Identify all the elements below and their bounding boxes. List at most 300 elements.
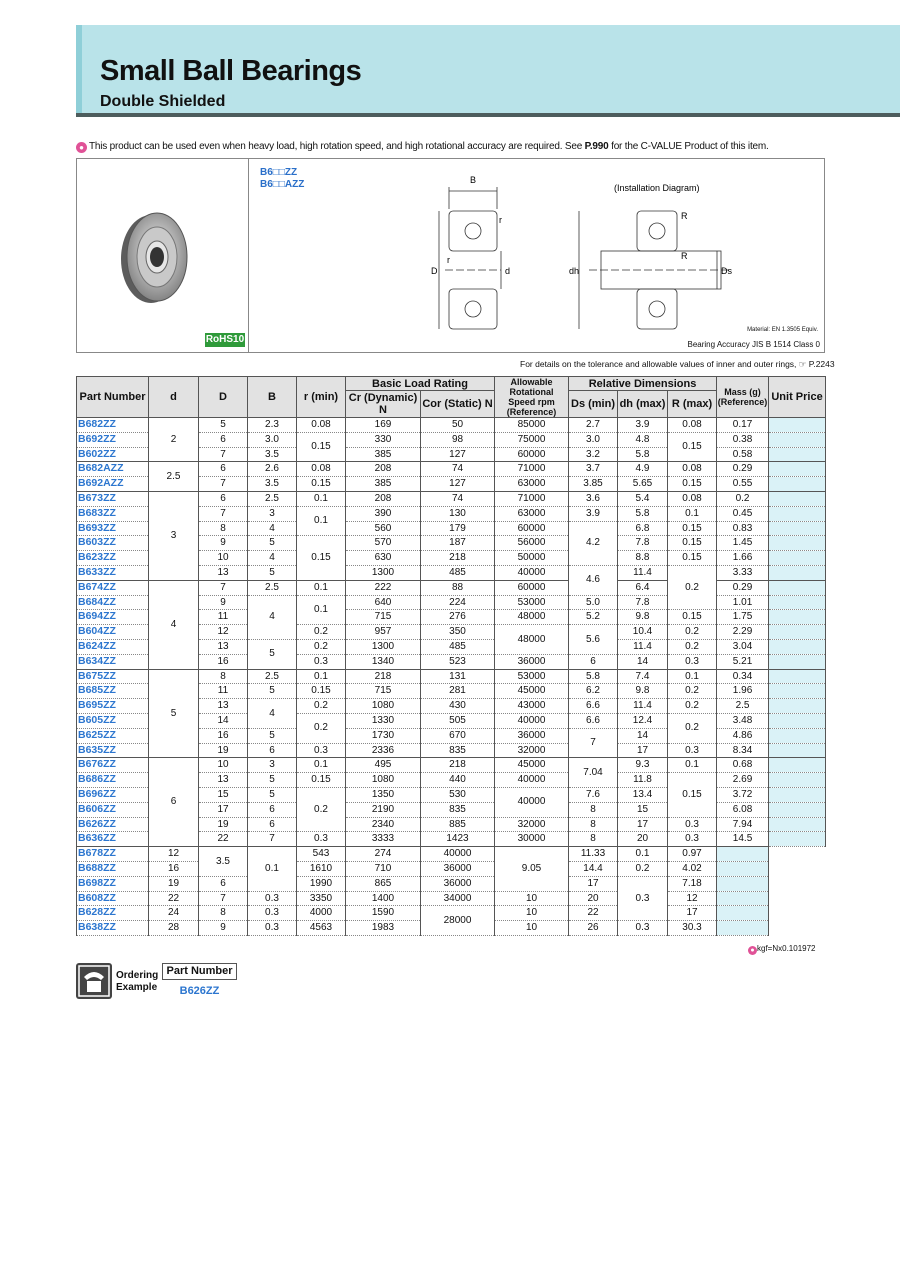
cell-r-min: 0.3 [297,743,346,758]
cell-unit-price[interactable] [769,684,826,699]
cell-R-max: 0.15 [668,432,717,462]
install-diagram-label: (Installation Diagram) [614,183,700,193]
cell-outer-D: 8 [199,669,248,684]
cell-unit-price[interactable] [769,565,826,580]
table-row [77,891,826,906]
cell-unit-price[interactable] [769,506,826,521]
cell-part-number[interactable]: B633ZZ [77,565,149,580]
cell-cor-static: 50 [421,418,495,433]
cell-unit-price[interactable] [769,817,826,832]
cell-ds: 4.6 [569,565,618,595]
cell-dh: 11.4 [618,565,668,580]
cell-mass: 1.75 [717,610,769,625]
cell-part-number[interactable]: B678ZZ [77,847,149,862]
cell-mass: 6.08 [717,802,769,817]
cell-part-number[interactable]: B625ZZ [77,728,149,743]
cell-R-max: 0.1 [668,506,717,521]
cell-dh: 14 [618,728,668,743]
cell-unit-price[interactable] [769,669,826,684]
cell-part-number[interactable]: B634ZZ [77,654,149,669]
cell-unit-price[interactable] [717,847,769,862]
cell-width-B: 8 [199,906,248,921]
cell-unit-price[interactable] [769,462,826,477]
cell-unit-price[interactable] [769,447,826,462]
cell-outer-D: 14 [199,713,248,728]
cell-speed: 53000 [495,669,569,684]
cell-outer-D: 7 [199,580,248,595]
cell-ds: 10 [495,906,569,921]
cell-R-max: 0.15 [668,521,717,536]
cell-R-max: 0.1 [618,847,668,862]
cell-speed: 85000 [495,418,569,433]
header-D: D [199,377,248,418]
cell-R-max: 0.08 [668,491,717,506]
cell-cr-dynamic: 169 [346,418,421,433]
cell-part-number[interactable]: B693ZZ [77,521,149,536]
cell-part-number[interactable]: B676ZZ [77,758,149,773]
tolerance-note: For details on the tolerance and allowable values of inner and outer rings, ☞ P.2243 [520,359,835,369]
cell-unit-price[interactable] [769,610,826,625]
cell-unit-price[interactable] [769,491,826,506]
table-row [77,418,826,433]
cell-cr-dynamic: 957 [346,625,421,640]
cell-outer-D: 16 [149,861,199,876]
cell-speed: 40000 [421,847,495,862]
cell-unit-price[interactable] [769,773,826,788]
cell-cr-dynamic: 218 [346,669,421,684]
cell-part-number[interactable]: B606ZZ [77,802,149,817]
cell-ds: 3.2 [569,447,618,462]
material-note: Material: EN 1.3505 Equiv. [747,327,818,333]
header-r: r (min) [297,377,346,418]
cell-speed: 43000 [495,699,569,714]
cell-unit-price[interactable] [769,654,826,669]
cell-cr-dynamic: 640 [346,595,421,610]
dim-label-r: r [447,255,450,265]
cell-cor-static: 670 [421,728,495,743]
cell-part-number[interactable]: B698ZZ [77,876,149,891]
cell-cor-static: 281 [421,684,495,699]
cell-unit-price[interactable] [769,432,826,447]
cell-r-min: 0.3 [297,832,346,847]
cell-d: 6 [149,758,199,847]
cell-mass: 30.3 [668,921,717,936]
cell-mass: 1.01 [717,595,769,610]
cell-R-max: 0.15 [668,610,717,625]
cell-cor-static: 218 [421,758,495,773]
cell-unit-price[interactable] [769,699,826,714]
cell-R-max: 0.3 [618,921,668,936]
cell-dh: 7.8 [618,536,668,551]
point-icon: ● [76,142,87,153]
cell-part-number[interactable]: B682ZZ [77,418,149,433]
dim-label-D: D [431,266,438,276]
cell-outer-D: 13 [199,639,248,654]
cell-cor-static: 350 [421,625,495,640]
header-speed: Allowable Rotational Speed rpm (Reference) [495,377,569,418]
header-cor: Cor (Static) N [421,391,495,418]
cell-part-number[interactable]: B696ZZ [77,787,149,802]
cell-outer-D: 13 [199,699,248,714]
cell-part-number[interactable]: B692ZZ [77,432,149,447]
cell-cor-static: 885 [421,817,495,832]
cell-unit-price[interactable] [769,639,826,654]
cell-dh: 10.4 [618,625,668,640]
cell-part-number[interactable]: B688ZZ [77,861,149,876]
cell-outer-D: 15 [199,787,248,802]
cell-d: 2.5 [149,462,199,492]
cell-dh: 7.4 [618,669,668,684]
cell-part-number[interactable]: B684ZZ [77,595,149,610]
cell-width-B: 9 [199,921,248,936]
cell-unit-price[interactable] [769,787,826,802]
cell-r-min: 0.1 [297,506,346,536]
cell-mass: 2.5 [717,699,769,714]
cell-cr-dynamic: 2340 [346,817,421,832]
cell-r-min: 0.1 [248,847,297,891]
cell-cr-dynamic: 1990 [297,876,346,891]
cell-unit-price[interactable] [769,728,826,743]
cell-width-B: 2.3 [248,418,297,433]
cell-part-number[interactable]: B608ZZ [77,891,149,906]
dimension-diagram [249,159,825,352]
cell-mass: 7.94 [717,817,769,832]
cell-unit-price[interactable] [769,521,826,536]
cell-outer-D: 5 [199,418,248,433]
cell-part-number[interactable]: B605ZZ [77,713,149,728]
cell-mass: 0.38 [717,432,769,447]
cell-mass: 0.45 [717,506,769,521]
cell-part-number[interactable]: B628ZZ [77,906,149,921]
cell-cr-dynamic: 1340 [346,654,421,669]
cell-unit-price[interactable] [769,625,826,640]
bearing-photo-icon [77,159,249,352]
cell-r-min: 0.3 [297,654,346,669]
cell-cor-static: 523 [421,654,495,669]
cell-dh: 13.4 [618,787,668,802]
cell-ds: 6.2 [569,684,618,699]
cell-mass: 17 [668,906,717,921]
cell-part-number[interactable]: B674ZZ [77,580,149,595]
cell-width-B: 6 [248,817,297,832]
cell-ds: 8 [569,802,618,817]
cell-ds: 7 [569,728,618,758]
cell-ds: 5.6 [569,625,618,655]
cell-r-min: 0.1 [297,595,346,625]
cell-cr-dynamic: 1300 [346,639,421,654]
cell-mass: 0.29 [717,580,769,595]
spec-table-body [77,418,826,936]
cell-outer-D: 12 [149,847,199,862]
product-note [76,141,816,153]
cell-mass: 8.34 [717,743,769,758]
cell-cr-dynamic: 543 [297,847,346,862]
cell-width-B: 7 [248,832,297,847]
cell-ds: 3.0 [569,432,618,447]
cell-cr-dynamic: 560 [346,521,421,536]
cell-cr-dynamic: 570 [346,536,421,551]
cell-part-number[interactable]: B635ZZ [77,743,149,758]
cell-cor-static: 127 [421,477,495,492]
header-d: d [149,377,199,418]
cell-unit-price[interactable] [769,536,826,551]
cell-R-max: 0.3 [668,743,717,758]
header-cr: Cr (Dynamic) N [346,391,421,418]
cell-width-B: 3.5 [199,847,248,877]
cell-cor-static: 88 [421,580,495,595]
cell-speed: 71000 [495,491,569,506]
cell-cr-dynamic: 1080 [346,773,421,788]
cell-dh: 20 [569,891,618,906]
accuracy-note: Bearing Accuracy JIS B 1514 Class 0 [687,340,820,349]
dim-label-d: d [505,266,511,276]
cell-ds: 8 [569,832,618,847]
cell-cor-static: 127 [421,447,495,462]
cell-mass: 0.68 [717,758,769,773]
cell-dh: 26 [569,921,618,936]
cell-width-B: 5 [248,536,297,551]
cell-r-min: 0.2 [297,699,346,714]
cell-mass: 2.69 [717,773,769,788]
cell-cor-static: 835 [421,802,495,817]
cell-ds: 8 [569,817,618,832]
cell-mass: 1.96 [717,684,769,699]
cell-part-number[interactable]: B683ZZ [77,506,149,521]
cell-width-B: 7 [199,891,248,906]
cell-cr-dynamic: 2190 [346,802,421,817]
cell-speed: 36000 [421,861,495,876]
rohs-badge: RoHS10 [205,334,245,345]
cell-cor-static: 440 [421,773,495,788]
kgf-text: kgf=Nx0.101972 [757,944,816,953]
cell-ds: 3.6 [569,491,618,506]
cell-part-number[interactable]: B602ZZ [77,447,149,462]
cell-cr-dynamic: 330 [346,432,421,447]
cell-cor-static: 505 [421,713,495,728]
cell-r-min: 0.08 [297,418,346,433]
cell-dh: 14.4 [569,861,618,876]
cell-speed: 45000 [495,758,569,773]
cell-speed: 63000 [495,477,569,492]
cell-unit-price[interactable] [769,580,826,595]
cell-part-number[interactable]: B673ZZ [77,491,149,506]
cell-ds: 2.7 [569,418,618,433]
cell-part-number[interactable]: B638ZZ [77,921,149,936]
cell-width-B: 4 [248,521,297,536]
cell-outer-D: 16 [199,654,248,669]
cell-dh: 14 [618,654,668,669]
cell-mass: 0.2 [717,491,769,506]
cell-unit-price[interactable] [717,906,769,921]
cell-r-min: 0.1 [297,758,346,773]
cell-cr-dynamic: 630 [346,551,421,566]
cell-dh: 6.4 [618,580,668,595]
cell-cr-dynamic: 4563 [297,921,346,936]
cell-width-B: 6 [248,802,297,817]
cell-mass: 7.18 [668,876,717,891]
cell-outer-D: 19 [199,743,248,758]
cell-part-number[interactable]: B695ZZ [77,699,149,714]
cell-R-max: 0.15 [668,477,717,492]
cell-R-max: 0.08 [668,418,717,433]
cell-unit-price[interactable] [769,758,826,773]
note-page-ref[interactable]: P.990 [584,141,609,152]
cell-ds: 9.05 [495,847,569,891]
cell-width-B: 6 [248,743,297,758]
cell-part-number[interactable]: B623ZZ [77,551,149,566]
ordering-label-line2: Example [116,982,158,993]
header-unit-price: Unit Price [769,377,826,418]
cell-unit-price[interactable] [769,743,826,758]
cell-width-B: 5 [248,565,297,580]
cell-R-max: 0.3 [668,832,717,847]
cell-mass: 4.86 [717,728,769,743]
ordering-label [116,970,158,994]
cell-outer-D: 9 [199,595,248,610]
cell-unit-price[interactable] [769,832,826,847]
table-row [77,758,826,773]
cell-d: 5 [149,669,199,758]
cell-unit-price[interactable] [769,802,826,817]
cell-cor-static: 530 [421,787,495,802]
cell-part-number[interactable]: B675ZZ [77,669,149,684]
cell-cor-static: 74 [421,462,495,477]
cell-cr-dynamic: 2336 [346,743,421,758]
cell-unit-price[interactable] [769,551,826,566]
cell-r-min: 0.2 [297,787,346,831]
cell-cor-static: 1423 [421,832,495,847]
cell-dh: 3.9 [618,418,668,433]
cell-cor-static: 187 [421,536,495,551]
cell-ds: 10 [495,921,569,936]
cell-mass: 2.29 [717,625,769,640]
cell-width-B: 3 [248,506,297,521]
table-row [77,491,826,506]
cell-mass: 12 [668,891,717,906]
cell-part-number[interactable]: B626ZZ [77,817,149,832]
cell-outer-D: 13 [199,565,248,580]
cell-R-max: 0.08 [668,462,717,477]
cell-outer-D: 22 [149,891,199,906]
cell-ds: 3.9 [569,506,618,521]
cell-outer-D: 10 [199,551,248,566]
cell-mass: 0.58 [717,447,769,462]
cell-mass: 4.02 [668,861,717,876]
dim-label-R: R [681,211,688,221]
cell-d: 4 [149,580,199,669]
cell-speed: 75000 [495,432,569,447]
cell-R-max: 0.15 [668,773,717,817]
cell-speed: 28000 [421,906,495,936]
cell-cr-dynamic: 715 [346,684,421,699]
cell-outer-D: 12 [199,625,248,640]
dim-label-R: R [681,251,688,261]
cell-part-number[interactable]: B636ZZ [77,832,149,847]
cell-width-B: 3 [248,758,297,773]
cell-width-B: 4 [248,551,297,566]
cell-ds: 3.85 [569,477,618,492]
cell-unit-price[interactable] [717,891,769,906]
cell-outer-D: 11 [199,610,248,625]
cell-mass: 0.17 [717,418,769,433]
cell-ds: 4.2 [569,521,618,565]
cell-unit-price[interactable] [717,861,769,876]
cell-unit-price[interactable] [769,418,826,433]
cell-speed: 40000 [495,773,569,788]
cell-speed: 40000 [495,787,569,817]
cell-unit-price[interactable] [769,713,826,728]
table-row [77,906,826,921]
cell-width-B: 3.5 [248,447,297,462]
cell-part-number[interactable]: B624ZZ [77,639,149,654]
cell-unit-price[interactable] [769,595,826,610]
header-basic-load: Basic Load Rating [346,377,495,391]
cell-cor-static: 98 [421,432,495,447]
cell-speed: 53000 [495,595,569,610]
cell-speed: 36000 [421,876,495,891]
cell-cor-static: 430 [421,699,495,714]
cell-outer-D: 22 [199,832,248,847]
cell-width-B: 4 [248,595,297,639]
dim-label-B: B [470,175,477,185]
cell-speed: 40000 [495,565,569,580]
cell-mass: 0.55 [717,477,769,492]
cell-width-B: 3.5 [248,477,297,492]
cell-part-number[interactable]: B685ZZ [77,684,149,699]
cell-part-number[interactable]: B682AZZ [77,462,149,477]
cell-width-B: 2.6 [248,462,297,477]
cell-cr-dynamic: 3350 [297,891,346,906]
cell-width-B: 2.5 [248,669,297,684]
cell-width-B: 2.5 [248,580,297,595]
cell-part-number[interactable]: B603ZZ [77,536,149,551]
cell-mass: 0.34 [717,669,769,684]
cell-speed: 32000 [495,743,569,758]
cell-cr-dynamic: 222 [346,580,421,595]
cell-part-number[interactable]: B686ZZ [77,773,149,788]
cell-cor-static: 485 [421,639,495,654]
cell-r-min: 0.15 [297,477,346,492]
ordering-part-number-value: B626ZZ [179,985,220,997]
cell-r-min: 0.2 [297,639,346,654]
cell-cr-dynamic: 208 [346,462,421,477]
cell-unit-price[interactable] [717,876,769,891]
cell-dh: 20 [618,832,668,847]
cell-unit-price[interactable] [769,477,826,492]
cell-width-B: 5 [248,684,297,699]
cell-part-number[interactable]: B692AZZ [77,477,149,492]
cell-dh: 5.4 [618,491,668,506]
cell-cor-static: 274 [346,847,421,862]
cell-dh: 9.3 [618,758,668,773]
cell-outer-D: 9 [199,536,248,551]
cell-R-max: 0.2 [668,684,717,699]
cell-dh: 17 [569,876,618,891]
cell-cr-dynamic: 1730 [346,728,421,743]
cell-unit-price[interactable] [717,921,769,936]
note-prefix: This product can be used even when heavy load, high rotation speed, and high rotational accuracy are required. See [89,141,585,152]
cell-r-min: 0.15 [297,432,346,462]
cell-cor-static: 74 [421,491,495,506]
cell-r-min: 0.15 [297,773,346,788]
cell-part-number[interactable]: B604ZZ [77,625,149,640]
cell-r-min: 0.08 [297,462,346,477]
cell-outer-D: 7 [199,447,248,462]
cell-part-number[interactable]: B694ZZ [77,610,149,625]
dim-label-dh: dh [569,266,580,276]
header-relative-dimensions: Relative Dimensions [569,377,717,391]
ordering-part-number-header: Part Number [162,963,237,980]
